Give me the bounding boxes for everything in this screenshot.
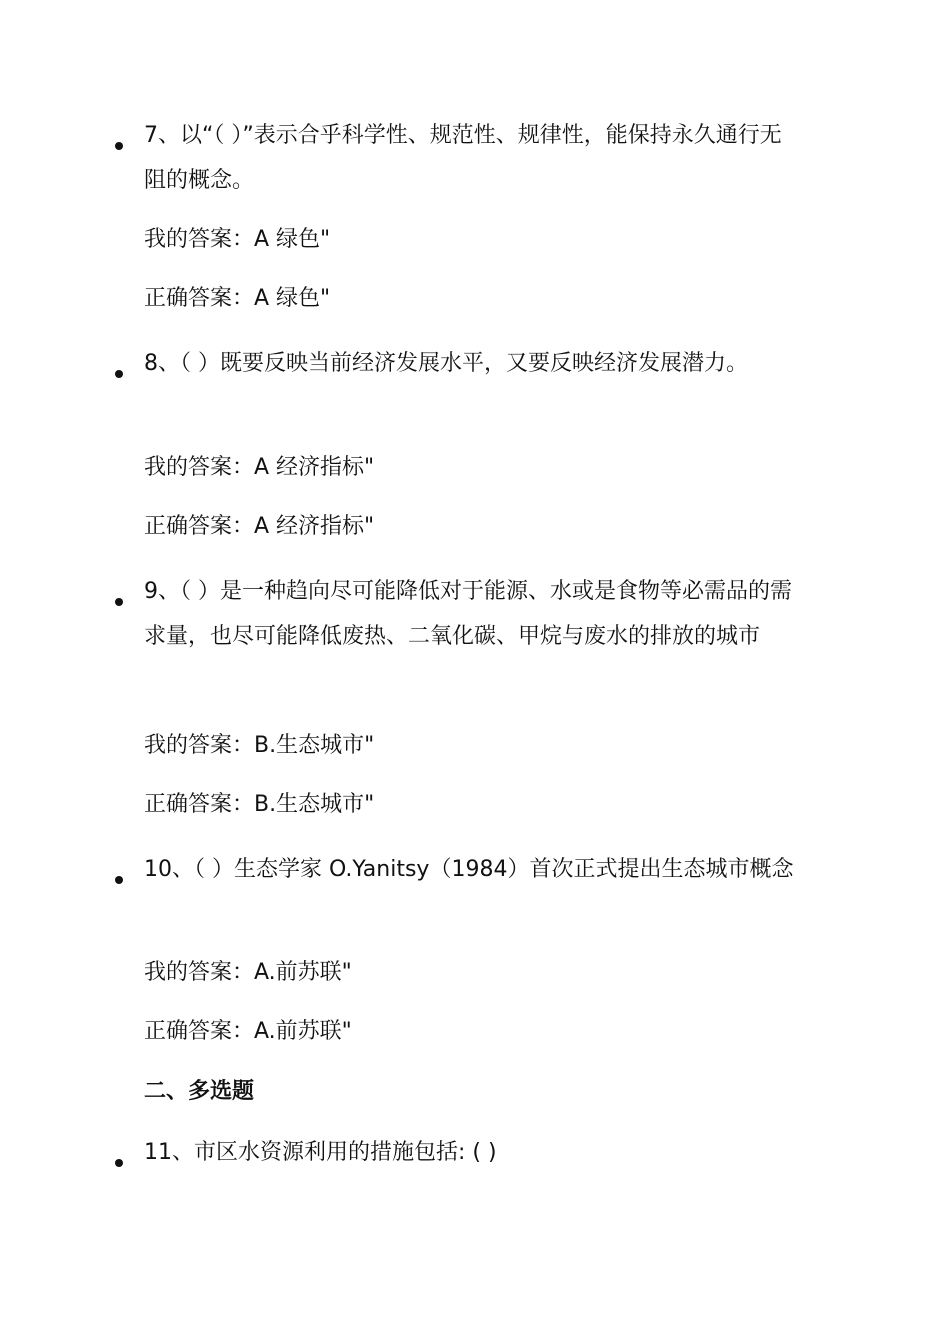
question-7-text: 7、以“（ ）”表示合乎科学性、规范性、规律性，能保持永久通行无阻的概念。 (144, 123, 782, 193)
question-10-correct-answer: 正确答案：A.前苏联" (144, 1019, 352, 1044)
bullet-icon (115, 1159, 123, 1167)
question-10-my-answer: 我的答案：A.前苏联" (144, 960, 352, 985)
question-8-correct-answer: 正确答案：A 经济指标" (144, 514, 375, 539)
question-10-text: 10、（ ）生态学家 O.Yanitsy（1984）首次正式提出生态城市概念 (144, 857, 794, 882)
section-heading-multiple-choice: 二、多选题 (144, 1079, 255, 1104)
bullet-icon (115, 876, 123, 884)
question-8-text: 8、（ ）既要反映当前经济发展水平，又要反映经济发展潜力。 (144, 351, 748, 376)
bullet-icon (115, 370, 123, 378)
bullet-icon (115, 142, 123, 150)
question-7-my-answer: 我的答案：A 绿色" (144, 227, 331, 252)
question-11-text: 11、市区水资源利用的措施包括: ( ) (144, 1140, 497, 1165)
question-9-text: 9、（ ）是一种趋向尽可能降低对于能源、水或是食物等必需品的需求量，也尽可能降低废热、二氧化碳、甲烷与废水的排放的城市 (144, 579, 792, 649)
question-9-correct-answer: 正确答案：B.生态城市" (144, 792, 375, 817)
question-9-my-answer: 我的答案：B.生态城市" (144, 733, 375, 758)
question-7-correct-answer: 正确答案：A 绿色" (144, 286, 331, 311)
bullet-icon (115, 598, 123, 606)
question-8-my-answer: 我的答案：A 经济指标" (144, 455, 375, 480)
